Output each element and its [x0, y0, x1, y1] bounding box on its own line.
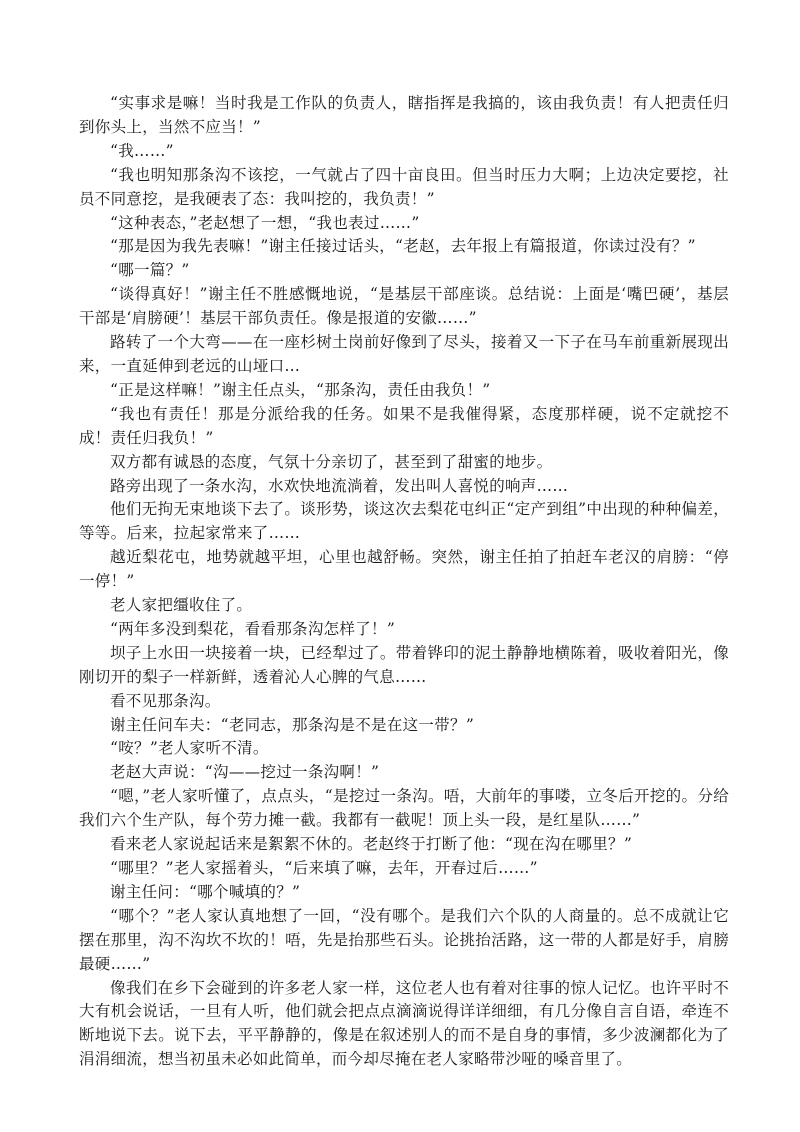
paragraph: “哪个？”老人家认真地想了一回，“没有哪个。是我们六个队的人商量的。总不成就让它摆在那里，沟不沟坎不坎的！唔，先是抬那些石头。论挑抬活路，这一带的人都是好手，肩膀最硬……”: [79, 906, 729, 973]
paragraph: “这种表态，”老赵想了一想，“我也表过……”: [110, 213, 420, 232]
paragraph: 双方都有诚恳的态度，气氛十分亲切了，甚至到了甜蜜的地步。: [110, 452, 553, 471]
paragraph: “那是因为我先表嘛！”谢主任接过话头，“老赵，去年报上有篇报道，你读过没有？”: [110, 237, 696, 256]
paragraph: 老人家把缰收住了。: [110, 596, 253, 615]
paragraph: “实事求是嘛！当时我是工作队的负责人，瞎指挥是我搞的，该由我负责！有人把责任归到你头上，当然不应当！”: [79, 94, 729, 136]
paragraph: “咹？”老人家听不清。: [110, 739, 269, 758]
paragraph: 老赵大声说：“沟——挖过一条沟啊！”: [110, 763, 380, 782]
paragraph: “我也明知那条沟不该挖，一气就占了四十亩良田。但当时压力大啊；上边决定要挖，社员不同意挖，是我硬表了态：我叫挖的，我负责！”: [79, 165, 729, 208]
paragraph: 像我们在乡下会碰到的许多老人家一样，这位老人也有着对往事的惊人记忆。也许平时不大有机会说话，一旦有人听，他们就会把点点滴滴说得详详细细，有几分像自言自语，牵连不断地说下去。说下去，平平静静的，像是在叙述别人的而不是自身的事情，多少波澜都化为了涓涓细流，想当初虽未必如此简单，而今却尽掩在老人家略带沙哑的嗓音里了。: [79, 978, 729, 1069]
paragraph: 看不见那条沟。: [110, 691, 221, 710]
paragraph: “两年多没到梨花，看看那条沟怎样了！”: [110, 619, 396, 638]
paragraph: 谢主任问车夫：“老同志，那条沟是不是在这一带？”: [110, 715, 475, 734]
paragraph: 他们无拘无束地谈下去了。谈形势，谈这次去梨花屯纠正“定产到组”中出现的种种偏差，等等。后来，拉起家常来了……: [79, 500, 729, 543]
paragraph: “哪里？”老人家摇着头，“后来填了嘛，去年，开春过后……”: [110, 859, 538, 877]
paragraph: 看来老人家说起话来是絮絮不休的。老赵终于打断了他：“现在沟在哪里？”: [110, 835, 633, 854]
paragraph: 路旁出现了一条水沟，水欢快地流淌着，发出叫人喜悦的响声……: [110, 476, 569, 495]
paragraph: “我也有责任！那是分派给我的任务。如果不是我催得紧，态度那样硬，说不定就挖不成！责任归我负！”: [79, 404, 729, 447]
paragraph: 坝子上水田一块接着一块，已经犁过了。带着铧印的泥土静静地横陈着，吸收着阳光，像刚切开的梨子一样新鲜，透着沁人心脾的气息……: [79, 643, 729, 686]
paragraph: “正是这样嘛！”谢主任点头，“那条沟，责任由我负！”: [110, 380, 491, 399]
paragraph: “嗯，”老人家听懂了，点点头，“是挖过一条沟。唔，大前年的事喽，立冬后开挖的。分给我们六个生产队，每个劳力摊一截。我都有一截呢！顶上头一段，是红星队……”: [79, 787, 729, 830]
paragraph: “哪一篇？”: [110, 261, 190, 280]
paragraph: 路转了一个大弯——在一座杉树土岗前好像到了尽头，接着又一下子在马车前重新展现出来，一直延伸到老远的山垭口…: [79, 333, 729, 375]
paragraph: 谢主任问：“哪个喊填的？”: [110, 882, 301, 901]
paragraph: “谈得真好！”谢主任不胜感慨地说，“是基层干部座谈。总结说：上面是‘嘴巴硬’，基层干部是‘肩膀硬’！基层干部负责任。像是报道的安徽……”: [79, 285, 729, 328]
document-body: [79, 92, 729, 1072]
paragraph: “我……”: [110, 141, 174, 160]
paragraph: 越近梨花屯，地势就越平坦，心里也越舒畅。突然，谢主任拍了拍赶车老汉的肩膀：“停一停！”: [79, 548, 729, 591]
